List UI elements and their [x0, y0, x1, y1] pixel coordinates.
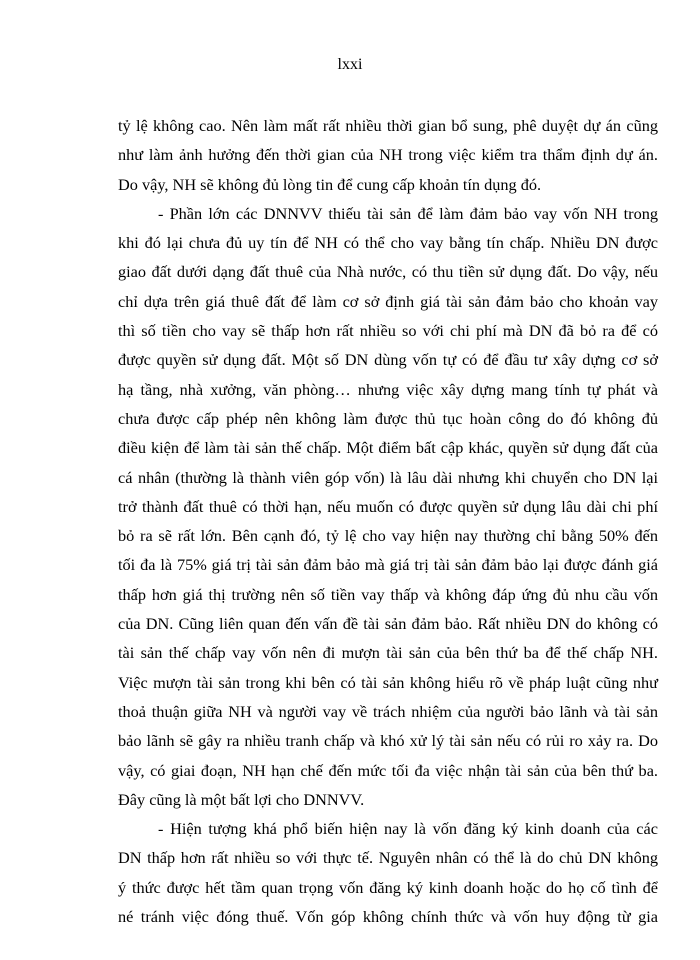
- page-number: lxxi: [337, 56, 363, 73]
- text-line: thoả thuận giữa NH và người vay về trách nhiệm của người bảo lãnh và tài sản: [118, 701, 658, 721]
- text-line: tài sản thế chấp vay vốn nên đi mượn tài sản của bên thứ ba để thế chấp NH.: [118, 643, 658, 663]
- body-text: [118, 111, 658, 931]
- text-line: DN thấp hơn rất nhiều so với thực tế. Nguyên nhân có thể là do chủ DN không: [118, 848, 658, 868]
- text-line: trở thành đất thuê có thời hạn, nếu muốn có được quyền sử dụng lâu dài chi phí: [118, 496, 658, 516]
- text-line: thấp hơn giá thị trường nên số tiền vay thấp và không đáp ứng đủ nhu cầu vốn: [118, 584, 658, 604]
- text-line: của DN. Cũng liên quan đến vấn đề tài sản đảm bảo. Rất nhiều DN do không có: [118, 614, 658, 634]
- text-line: tỷ lệ không cao. Nên làm mất rất nhiều thời gian bổ sung, phê duyệt dự án cũng: [118, 116, 658, 135]
- text-line: vậy, có giai đoạn, NH hạn chế đến mức tối đa việc nhận tài sản của bên thứ ba.: [118, 760, 658, 780]
- text-line: điều kiện để làm tài sản thế chấp. Một điểm bất cập khác, quyền sử dụng đất của: [118, 438, 658, 458]
- text-line: giao đất dưới dạng đất thuê của Nhà nước, có thu tiền sử dụng đất. Do vậy, nếu: [118, 262, 658, 282]
- text-line: tối đa là 75% giá trị tài sản đảm bảo mà giá trị tài sản đảm bảo lại được đánh giá: [118, 555, 658, 575]
- text-line: - Hiện tượng khá phổ biến hiện nay là vốn đăng ký kinh doanh của các: [158, 819, 658, 839]
- text-line: - Phần lớn các DNNVV thiếu tài sản để làm đảm bảo vay vốn NH trong: [158, 203, 658, 223]
- text-line: chỉ dựa trên giá thuê đất để làm cơ sở định giá tài sản đảm bảo cho khoản vay: [118, 291, 658, 311]
- text-line: né tránh việc đóng thuế. Vốn góp không chính thức và vốn huy động từ gia: [118, 907, 658, 927]
- text-line: Đây cũng là một bất lợi cho DNNVV.: [118, 789, 365, 809]
- paragraph-continuation: [118, 111, 658, 199]
- text-line: bảo lãnh sẽ gây ra nhiều tranh chấp và khó xử lý tài sản nếu có rủi ro xảy ra. Do: [118, 731, 658, 751]
- text-line: Do vậy, NH sẽ không đủ lòng tin để cung cấp khoản tín dụng đó.: [118, 174, 542, 194]
- paragraph-registered-capital: [118, 814, 658, 931]
- text-line: thì số tiền cho vay sẽ thấp hơn rất nhiều so với chi phí mà DN đã bỏ ra để có: [118, 321, 658, 341]
- text-line: cá nhân (thường là thành viên góp vốn) là lâu dài nhưng khi chuyển cho DN lại: [118, 467, 658, 487]
- paragraph-collateral: [118, 199, 658, 814]
- text-line: hạ tầng, nhà xưởng, văn phòng… nhưng việc xây dựng mang tính tự phát và: [118, 379, 658, 399]
- text-line: như làm ảnh hưởng đến thời gian của NH trong việc kiểm tra thẩm định dự án.: [118, 145, 658, 165]
- text-line: chưa được cấp phép nên không làm được thủ tục hoàn công do đó không đủ: [118, 408, 658, 428]
- text-line: ý thức được hết tầm quan trọng vốn đăng ký kinh doanh hoặc do họ cố tình để: [118, 877, 658, 897]
- text-line: khi đó lại chưa đủ uy tín để NH có thể cho vay bằng tín chấp. Nhiều DN được: [118, 233, 658, 253]
- text-line: được quyền sử dụng đất. Một số DN dùng vốn tự có để đầu tư xây dựng cơ sở: [118, 350, 658, 370]
- text-line: Việc mượn tài sản trong khi bên có tài sản không hiểu rõ về pháp luật cũng như: [118, 672, 658, 692]
- text-line: bỏ ra sẽ rất lớn. Bên cạnh đó, tỷ lệ cho vay hiện nay thường chỉ bằng 50% đến: [118, 526, 658, 546]
